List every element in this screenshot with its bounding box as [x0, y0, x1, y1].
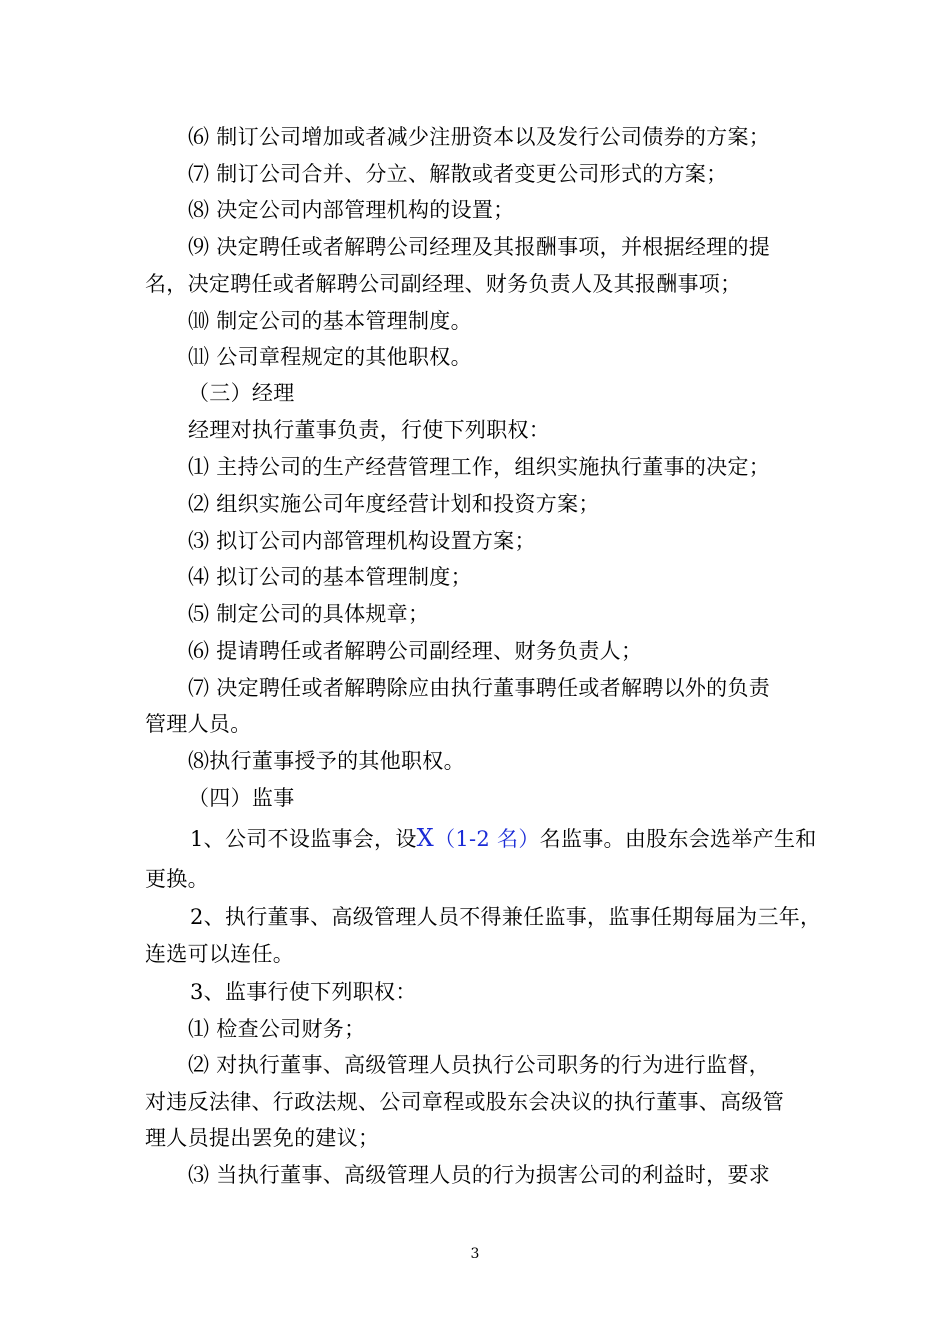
paragraph-line: ⑶ 当执行董事、高级管理人员的行为损害公司的利益时，要求: [188, 1163, 771, 1187]
paragraph-line: 更换。: [145, 867, 209, 891]
paragraph-line: 对违反法律、行政法规、公司章程或股东会决议的执行董事、高级管: [145, 1090, 784, 1114]
paragraph-line: ⑺ 制订公司合并、分立、解散或者变更公司形式的方案；: [188, 162, 728, 186]
paragraph-line: ⑻执行董事授予的其他职权。: [188, 749, 465, 773]
placeholder-x: X: [416, 824, 435, 852]
section-heading: （四）监事: [188, 786, 295, 810]
paragraph-line: ⑶ 拟订公司内部管理机构设置方案；: [188, 529, 536, 553]
paragraph-line: ⑾ 公司章程规定的其他职权。: [188, 345, 472, 369]
paragraph-line: 3、监事行使下列职权：: [190, 980, 417, 1004]
page-number: 3: [470, 1246, 480, 1262]
clause-text: 1、公司不设监事会，设: [190, 827, 417, 851]
paragraph-line: 连选可以连任。: [145, 942, 295, 966]
paragraph-line: ⑵ 组织实施公司年度经营计划和投资方案；: [188, 492, 600, 516]
paragraph-line: ⑸ 制定公司的具体规章；: [188, 602, 430, 626]
paragraph-line: ⑼ 决定聘任或者解聘公司经理及其报酬事项，并根据经理的提: [188, 235, 771, 259]
placeholder-range: （1-2 名）: [434, 827, 540, 851]
paragraph-line: ⑷ 拟订公司的基本管理制度；: [188, 565, 472, 589]
paragraph-line: ⑴ 主持公司的生产经营管理工作，组织实施执行董事的决定；: [188, 455, 771, 479]
clause-text: 名监事。由股东会选举产生和: [539, 827, 817, 851]
paragraph-line: 理人员提出罢免的建议；: [145, 1126, 380, 1150]
paragraph-line: ⑹ 制订公司增加或者减少注册资本以及发行公司债券的方案；: [188, 125, 771, 149]
paragraph-line: 管理人员。: [145, 712, 252, 736]
paragraph-line: 经理对执行董事负责，行使下列职权：: [188, 418, 551, 442]
section-heading: （三）经理: [188, 381, 295, 405]
paragraph-line: ⑴ 检查公司财务；: [188, 1017, 366, 1041]
paragraph-line: ⑵ 对执行董事、高级管理人员执行公司职务的行为进行监督，: [188, 1053, 771, 1077]
paragraph-line: ⑹ 提请聘任或者解聘公司副经理、财务负责人；: [188, 639, 643, 663]
paragraph-line: 名，决定聘任或者解聘公司副经理、财务负责人及其报酬事项；: [145, 272, 742, 296]
paragraph-line: 2、执行董事、高级管理人员不得兼任监事，监事任期每届为三年，: [190, 905, 822, 929]
paragraph-line: ⑽ 制定公司的基本管理制度。: [188, 309, 472, 333]
supervisor-clause-line: [190, 825, 817, 852]
paragraph-line: ⑻ 决定公司内部管理机构的设置；: [188, 198, 515, 222]
paragraph-line: ⑺ 决定聘任或者解聘除应由执行董事聘任或者解聘以外的负责: [188, 676, 771, 700]
